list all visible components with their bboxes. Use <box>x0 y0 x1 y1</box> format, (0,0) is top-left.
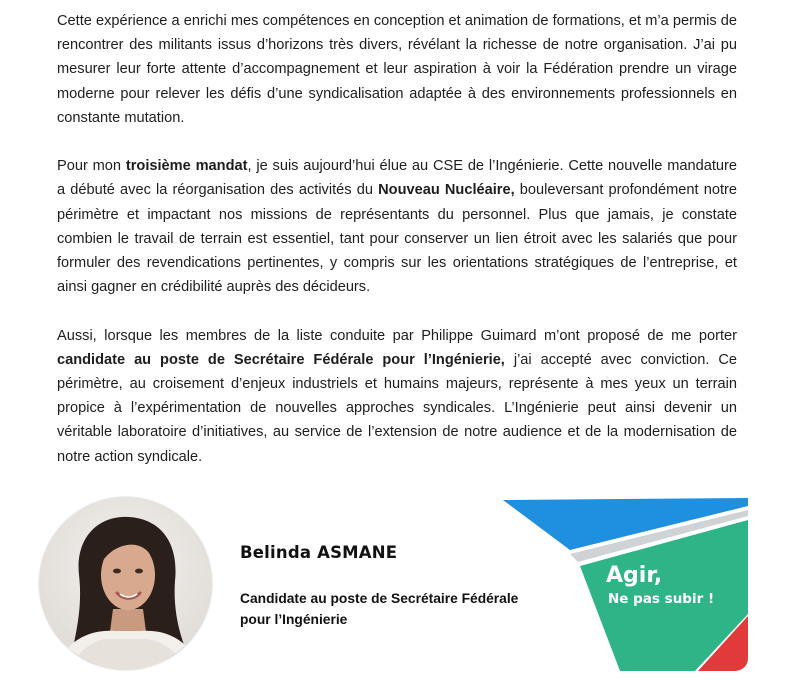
emphasis-text: troisième mandat <box>125 158 248 175</box>
paragraph-1 <box>57 9 737 130</box>
body-text: Aussi, lorsque les membres de la liste conduite par Philippe Guimard m’ont proposé de me porter <box>57 327 737 344</box>
paragraph-3 <box>57 324 737 469</box>
slogan-line-2: Ne pas subir ! <box>608 591 715 607</box>
slogan-line-1: Agir, <box>606 563 663 588</box>
candidate-photo <box>39 497 212 670</box>
body-text: , je suis aujourd’hui élue au CSE de l’Ingénierie. Cette nouvelle mandature a débuté avec la réorganisation des activités du <box>57 158 737 199</box>
body-text: bouleversant profondément notre périmètre et impactant nos missions de représentants du personnel. Plus que jamais, je constate combien le travail de terrain est essentiel, tant pour conserver un lien étroit avec les salariés que pour formuler des revendications pertinentes, y compris sur les orientations stratégiques de l’entreprise, et ainsi gagner en crédibilité auprès des décideurs. <box>57 182 737 296</box>
paragraph-2 <box>57 154 737 299</box>
emphasis-text: candidate au poste de Secrétaire Fédérale pour l’Ingénierie, <box>57 351 505 368</box>
candidate-role-line-1: Candidate au poste de Secrétaire Fédérale <box>240 591 519 606</box>
campaign-slogan <box>606 563 714 609</box>
candidate-role-line-2: pour l’Ingénierie <box>240 612 348 627</box>
candidate-name: Belinda ASMANE <box>240 543 398 562</box>
article-text <box>57 9 737 493</box>
body-text: Pour mon <box>57 158 126 175</box>
body-text: j’ai accepté avec conviction. Ce périmètre, au croisement d’enjeux industriels et humains majeurs, représente à mes yeux un terrain propice à l’expérimentation de nouvelles approches syndicales. L’Ingénierie peut ainsi devenir un véritable laboratoire d’initiatives, au service de l’extension de notre audience et de la modernisation de notre action syndicale. <box>57 351 737 465</box>
emphasis-text: Nouveau Nucléaire, <box>378 182 515 199</box>
body-text: Cette expérience a enrichi mes compétences en conception et animation de formations, et m’a permis de rencontrer des militants issus d’horizons très divers, révélant la richesse de notre organisation. J’ai pu mesurer leur forte attente d’accompagnement et leur aspiration à voir la Fédération prendre un virage moderne pour relever les défis d’une syndicalisation adaptée à des environnements professionnels en constante mutation. <box>57 13 737 126</box>
